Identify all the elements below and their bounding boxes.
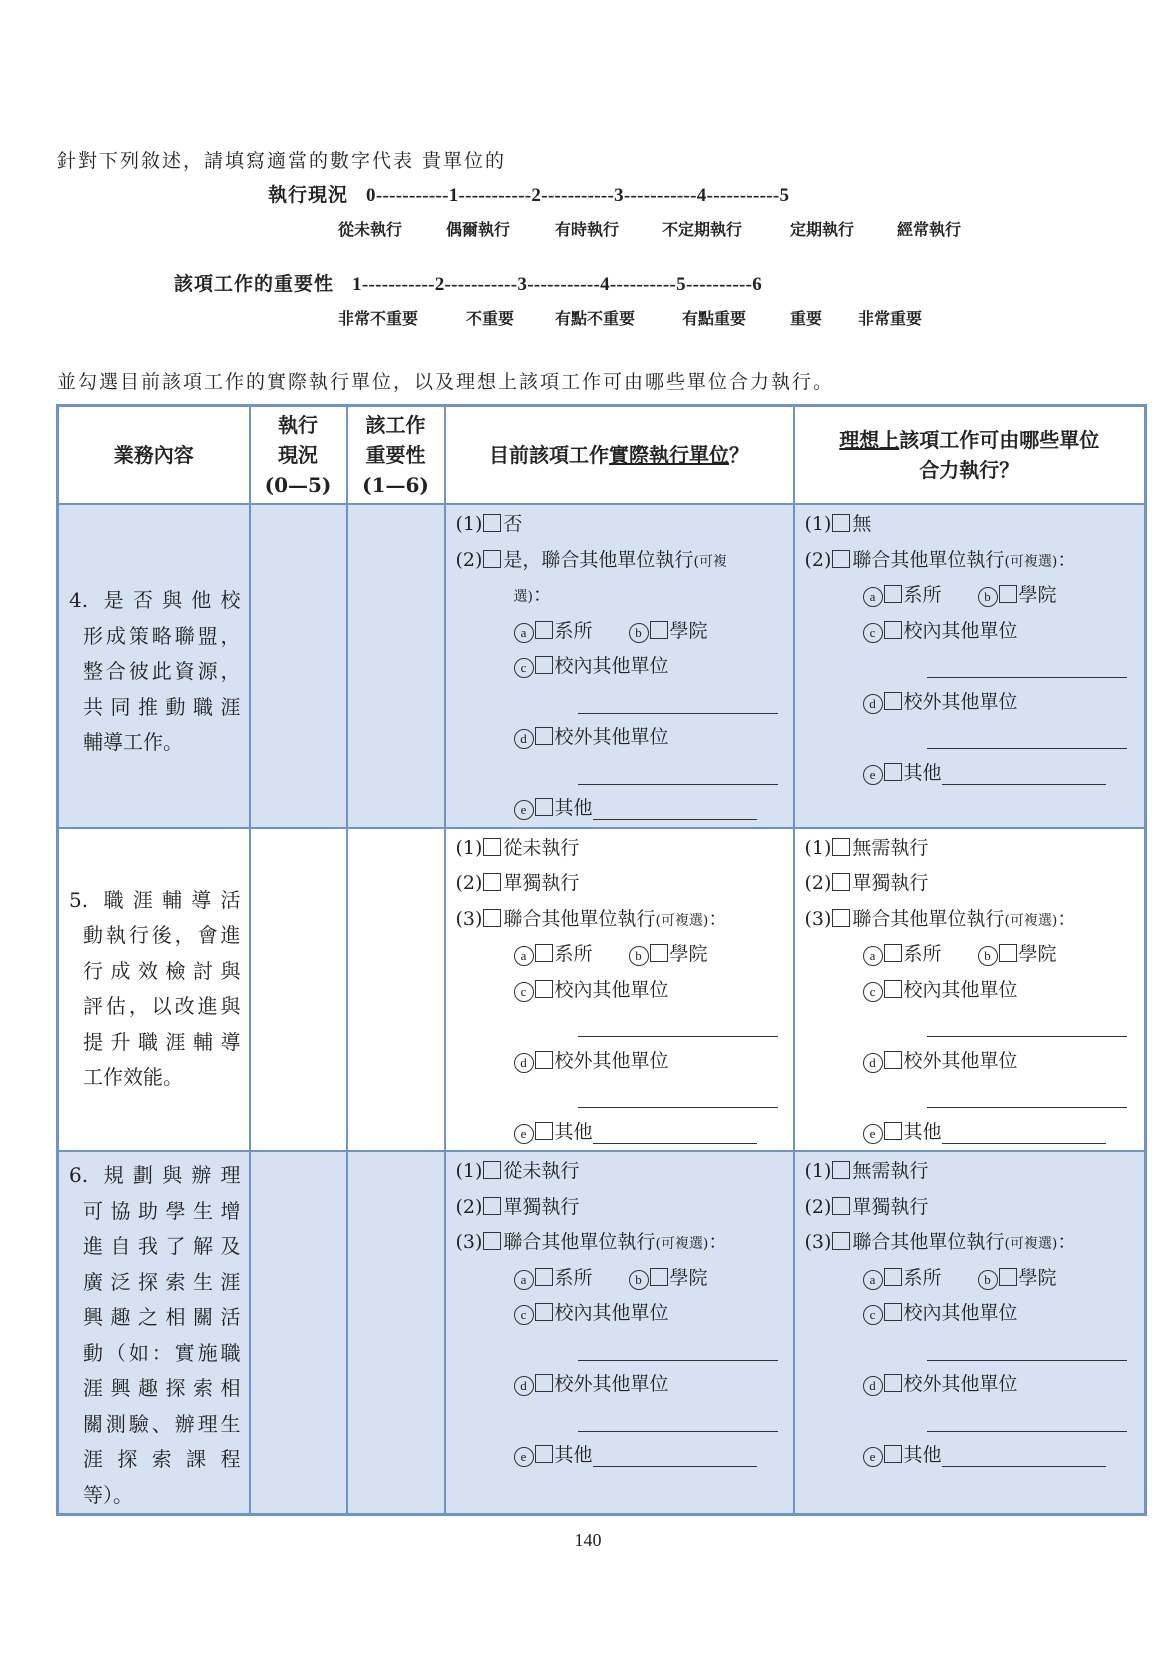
checkbox[interactable] [535,1122,553,1140]
fill-blank[interactable] [942,758,1106,785]
importance-score-cell[interactable] [347,504,445,828]
current-units-cell: (1) 從未執行 (2) 單獨執行 (3) 聯合其他單位執行(可複選)： a 系所 b 學院 c 校內其他單位 d 校外其他單位 e 其他 [445,828,794,1152]
fill-blank[interactable] [805,1403,1145,1439]
fill-blank[interactable] [805,1079,1145,1115]
imp-scale-label: 該項工作的重要性 [174,273,335,295]
fill-blank[interactable] [456,1403,793,1439]
exec-scale-label: 執行現況 [268,184,349,206]
checkbox[interactable] [884,621,902,639]
page-number: 140 [574,1530,602,1550]
fill-blank[interactable] [593,1117,757,1144]
header-importance: 該工作 重要性 (1—6) [347,406,445,505]
header-exec: 執行 現況 (0—5) [250,406,347,505]
checkbox[interactable] [483,873,501,891]
checkbox[interactable] [832,1161,850,1179]
header-task: 業務內容 [58,406,250,505]
fill-blank[interactable] [805,1332,1145,1368]
checkbox[interactable] [535,944,553,962]
checkbox[interactable] [483,1232,501,1250]
checkbox[interactable] [884,763,902,781]
fill-blank[interactable] [805,720,1145,756]
fill-blank[interactable] [942,1117,1106,1144]
checkbox[interactable] [884,1122,902,1140]
checkbox[interactable] [884,1303,902,1321]
exec-score-cell[interactable] [250,1151,347,1515]
fill-blank[interactable] [456,1332,793,1368]
checkbox[interactable] [483,909,501,927]
instruction-text: 並勾選目前該項工作的實際執行單位，以及理想上該項工作可由哪些單位合力執行。 [57,371,835,393]
checkbox[interactable] [832,1197,850,1215]
checkbox[interactable] [832,514,850,532]
header-ideal-units: 理想上該項工作可由哪些單位 合力執行？ [794,406,1146,505]
ideal-units-cell: (1) 無需執行 (2) 單獨執行 (3) 聯合其他單位執行(可複選)： a 系所 b 學院 c 校內其他單位 d 校外其他單位 e 其他 [794,1151,1146,1515]
checkbox[interactable] [832,1232,850,1250]
checkbox[interactable] [832,873,850,891]
checkbox[interactable] [535,1051,553,1069]
checkbox[interactable] [999,1268,1017,1286]
current-units-cell: (1) 否 (2) 是，聯合其他單位執行(可複 選)： a 系所 b 學院 c 校內其他單位 d 校外其他單位 e 其他 [445,504,794,828]
fill-blank[interactable] [456,756,793,792]
importance-score-cell[interactable] [347,1151,445,1515]
fill-blank[interactable] [456,1008,793,1044]
exec-word: 定期執行 [790,220,855,239]
fill-blank[interactable] [593,1440,757,1467]
task-cell: 4. 是否與他校 形成策略聯盟， 整合彼此資源， 共同推動職涯 輔導工作。 [58,504,250,828]
exec-scale-numbers: 0-----------1-----------2-----------3-----------4-----------5 [366,185,790,206]
checkbox[interactable] [832,909,850,927]
checkbox[interactable] [535,1268,553,1286]
checkbox[interactable] [884,1051,902,1069]
checkbox[interactable] [483,838,501,856]
fill-blank[interactable] [593,793,757,820]
imp-word: 重要 [790,309,823,328]
exec-word: 不定期執行 [662,220,743,239]
header-row [58,406,1146,505]
checkbox[interactable] [999,944,1017,962]
checkbox[interactable] [535,656,553,674]
current-units-cell: (1) 從未執行 (2) 單獨執行 (3) 聯合其他單位執行(可複選)： a 系所 b 學院 c 校內其他單位 d 校外其他單位 e 其他 [445,1151,794,1515]
checkbox[interactable] [650,1268,668,1286]
checkbox[interactable] [535,1303,553,1321]
fill-blank[interactable] [805,649,1145,685]
imp-word: 非常重要 [858,309,923,328]
checkbox[interactable] [535,798,553,816]
exec-word: 從未執行 [338,220,403,239]
fill-blank[interactable] [456,1079,793,1115]
fill-blank[interactable] [942,1440,1106,1467]
checkbox[interactable] [832,550,850,568]
fill-blank[interactable] [805,1008,1145,1044]
ideal-units-cell: (1) 無需執行 (2) 單獨執行 (3) 聯合其他單位執行(可複選)： a 系所 b 學院 c 校內其他單位 d 校外其他單位 e 其他 [794,828,1146,1152]
checkbox[interactable] [884,980,902,998]
checkbox[interactable] [535,1374,553,1392]
table-row [58,504,1146,828]
checkbox[interactable] [999,585,1017,603]
exec-scale [268,180,789,207]
imp-scale [174,269,762,296]
checkbox[interactable] [535,727,553,745]
ideal-units-cell: (1) 無 (2) 聯合其他單位執行(可複選)： a 系所 b 學院 c 校內其他單位 d 校外其他單位 e 其他 [794,504,1146,828]
checkbox[interactable] [884,1445,902,1463]
exec-word: 偶爾執行 [446,220,511,239]
checkbox[interactable] [832,838,850,856]
fill-blank[interactable] [456,685,793,721]
table-row [58,828,1146,1152]
checkbox[interactable] [884,585,902,603]
imp-word: 有點重要 [682,309,747,328]
checkbox[interactable] [884,1268,902,1286]
checkbox[interactable] [650,944,668,962]
checkbox[interactable] [483,550,501,568]
exec-word: 有時執行 [555,220,620,239]
checkbox[interactable] [884,944,902,962]
checkbox[interactable] [884,1374,902,1392]
exec-word: 經常執行 [897,220,962,239]
imp-word: 非常不重要 [338,309,419,328]
imp-word: 有點不重要 [555,309,636,328]
checkbox[interactable] [650,621,668,639]
table-row [58,1151,1146,1515]
checkbox[interactable] [535,980,553,998]
checkbox[interactable] [483,1161,501,1179]
task-cell: 5. 職涯輔導活 動執行後，會進 行成效檢討與 評估，以改進與 提升職涯輔導 工作效能。 [58,828,250,1152]
importance-score-cell[interactable] [347,828,445,1152]
checkbox[interactable] [483,1197,501,1215]
survey-table [56,404,1147,1516]
checkbox[interactable] [535,621,553,639]
exec-score-cell[interactable] [250,828,347,1152]
checkbox[interactable] [483,514,501,532]
imp-word: 不重要 [466,309,515,328]
intro-text: 針對下列敘述，請填寫適當的數字代表 貴單位的 [57,150,507,172]
checkbox[interactable] [884,692,902,710]
imp-scale-numbers: 1-----------2-----------3-----------4----------5----------6 [352,274,763,295]
task-cell: 6. 規劃與辦理 可協助學生增 進自我了解及 廣泛探索生涯 興趣之相關活 動（如：實施職 涯興趣探索相 關測驗、辦理生 涯探索課程 等）。 [58,1151,250,1515]
header-current-units: 目前該項工作實際執行單位？ [445,406,794,505]
exec-score-cell[interactable] [250,504,347,828]
checkbox[interactable] [535,1445,553,1463]
